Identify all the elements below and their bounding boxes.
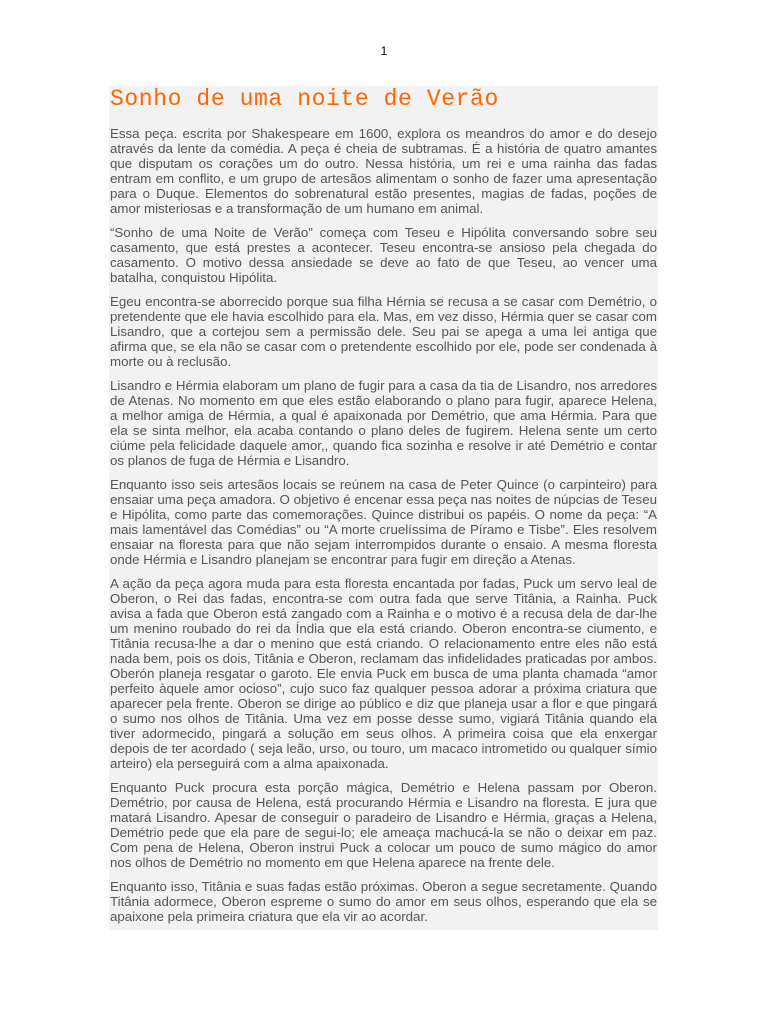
paragraph: Enquanto isso, Titânia e suas fadas estão próximas. Oberon a segue secretamente. Quando Titânia adormece, Oberon espreme o sumo do amor em seus olhos, esperando que ela se apaixone pela primeira criatura que ela vir ao acordar. — [110, 879, 657, 924]
document-body — [109, 86, 658, 930]
paragraph: Egeu encontra-se aborrecido porque sua filha Hérnia se recusa a se casar com Demétrio, o pretendente que ele havia escolhido para ela. Mas, em vez disso, Hérmia quer se casar com Lisandro, que a cortejou sem a permissão dele. Seu pai se apega a uma lei antiga que afirma que, se ela não se casar com o pretendente escolhido por ele, pode ser condenada à morte ou à reclusão. — [110, 294, 657, 369]
page-number: 1 — [380, 44, 388, 58]
paragraph: “Sonho de uma Noite de Verão” começa com Teseu e Hipólita conversando sobre seu casamento, que está prestes a acontecer. Teseu encontra-se ansioso pela chegada do casamento. O motivo dessa ansiedade se deve ao fato de que Teseu, ao vencer uma batalha, conquistou Hipólita. — [110, 225, 657, 285]
paragraph: Lisandro e Hérmia elaboram um plano de fugir para a casa da tia de Lisandro, nos arredores de Atenas. No momento em que eles estão elaborando o plano para fugir, aparece Helena, a melhor amiga de Hérmia, a qual é apaixonada por Demétrio, que ama Hérmia. Para que ela se sinta melhor, ela acaba contando o plano deles de fugirem. Helena sente um certo ciúme pela felicidade daquele amor,, quando fica sozinha e resolve ir até Demétrio e contar os planos de fuga de Hérmia e Lisandro. — [110, 378, 657, 468]
paragraph: Essa peça. escrita por Shakespeare em 1600, explora os meandros do amor e do desejo através da lente da comédia. A peça é cheia de subtramas. É a história de quatro amantes que disputam os corações um do outro. Nessa história, um rei e uma rainha das fadas entram em conflito, e um grupo de artesãos alimentam o sonho de fazer uma apresentação para o Duque. Elementos do sobrenatural estão presentes, magias de fadas, poções de amor misteriosas e a transformação de um humano em animal. — [110, 126, 657, 216]
paragraph: Enquanto isso seis artesãos locais se reúnem na casa de Peter Quince (o carpinteiro) para ensaiar uma peça amadora. O objetivo é encenar essa peça nas noites de núpcias de Teseu e Hipólita, como parte das comemorações. Quince distribui os papéis. O nome da peça: “A mais lamentável das Comédias” ou “A morte cruelíssima de Píramo e Tisbe”. Eles resolvem ensaiar na floresta para que não sejam interrompidos durante o ensaio. A mesma floresta onde Hérmia e Lisandro planejam se encontrar para fugir em direção a Atenas. — [110, 477, 657, 567]
paragraph: Enquanto Puck procura esta porção mágica, Demétrio e Helena passam por Oberon. Demétrio, por causa de Helena, está procurando Hérmia e Lisandro na floresta. E jura que matará Lisandro. Apesar de conseguir o paradeiro de Lisandro e Hérmia, graças a Helena, Demétrio pede que ela pare de segui-lo; ele ameaça machucá-la se não o deixar em paz. Com pena de Helena, Oberon instrui Puck a colocar um pouco de sumo mágico do amor nos olhos de Demétrio no momento em que Helena aparece na frente dele. — [110, 780, 657, 870]
paragraph: A ação da peça agora muda para esta floresta encantada por fadas, Puck um servo leal de Oberon, o Rei das fadas, encontra-se com outra fada que serve Titânia, a Rainha. Puck avisa a fada que Oberon está zangado com a Rainha e o motivo é a recusa dela de dar-lhe um menino roubado do rei da Índia que ela está criando. Oberon encontra-se ciumento, e Titânia recusa-lhe a dar o menino que está criando. O relacionamento entre eles não está nada bem, pois os dois, Titânia e Oberon, reclamam das infidelidades praticadas por ambos. Oberón planeja resgatar o garoto. Ele envia Puck em busca de uma planta chamada “amor perfeito àquele amor ocioso”, cujo suco faz qualquer pessoa adorar a próxima criatura que aparecer pela frente. Oberon se dirige ao público e diz que planeja usar a flor e que pingará o sumo nos olhos de Titânia. Uma vez em posse desse sumo, vigiará Titânia quando ela tiver adormecido, pingará a solução em seus olhos. A primeira coisa que ela enxergar depois de ter acordado ( seja leão, urso, ou touro, um macaco intrometido ou qualquer símio arteiro) ela perseguirá com a alma apaixonada. — [110, 576, 657, 771]
document-title: Sonho de uma noite de Verão — [110, 86, 499, 112]
